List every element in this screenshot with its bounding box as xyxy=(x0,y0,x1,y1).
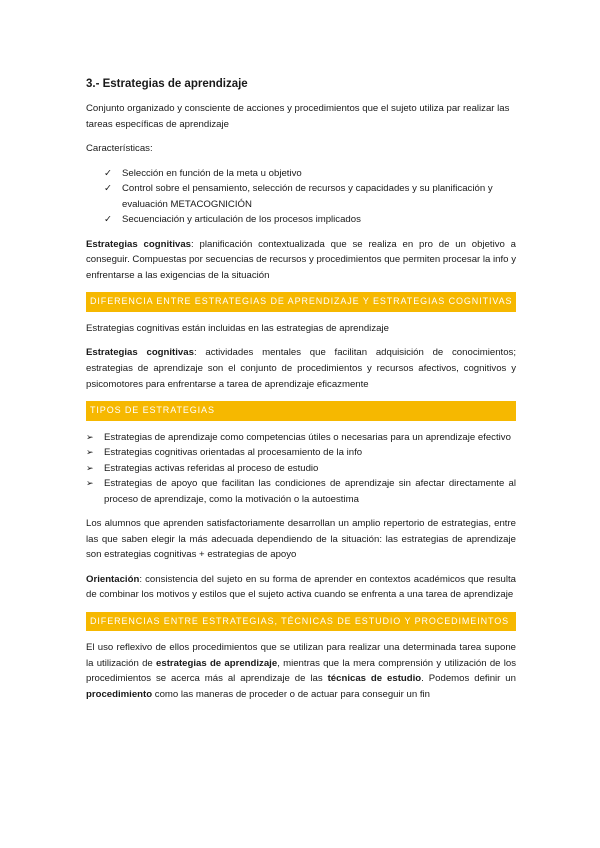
list-item: ✓ Selección en función de la meta u objetivo xyxy=(86,166,516,182)
list-item: ✓ Secuenciación y articulación de los procesos implicados xyxy=(86,212,516,228)
list-item: ➢ Estrategias de aprendizaje como competencias útiles o necesarias para un aprendizaje efectivo xyxy=(86,431,511,443)
strategy-types-list xyxy=(86,430,516,508)
list-item: ➢ Estrategias activas referidas al proceso de estudio xyxy=(86,462,319,474)
section-title: 3.- Estrategias de aprendizaje xyxy=(86,78,248,90)
cognitive-strategies-paragraph: Estrategias cognitivas: planificación contextualizada que se realiza en pro de un objetivo a conseguir. Compuestas por secuencias de recursos y procedimientos que permiten procesar la info y enfrentarse a las exigencias de la situación xyxy=(86,238,516,281)
intro-paragraph: Conjunto organizado y consciente de acciones y procedimientos que el sujeto utiliza par realizar las tareas específicas de aprendizaje xyxy=(86,103,510,130)
characteristics-list xyxy=(86,166,516,228)
difference-paragraph-2: Estrategias cognitivas: actividades mentales que facilitan adquisición de conocimientos; estrategias de aprendizaje son el conjunto de procedimientos y recursos afectivos, cognitivos y psicomotores para enfrentarse a tarea de aprendizaje eficazmente xyxy=(86,347,516,390)
document-content xyxy=(86,76,516,711)
checkmark-icon: ✓ xyxy=(104,183,112,195)
list-item: ✓ Control sobre el pensamiento, selección de recursos y capacidades y su planificación y evaluación METACOGNICIÓN xyxy=(104,183,493,210)
characteristics-label: Características: xyxy=(86,143,153,155)
arrow-bullet-icon: ➢ xyxy=(86,462,94,473)
orientation-paragraph: Orientación: consistencia del sujeto en su forma de aprender en contextos académicos que resulta de combinar los motivos y estilos que el sujeto activa cuando se enfrenta a una tarea de aprendizaje xyxy=(86,573,516,601)
arrow-bullet-icon: ➢ xyxy=(86,431,94,442)
checkmark-icon: ✓ xyxy=(104,214,112,226)
section-banner-types: TIPOS DE ESTRATEGIAS xyxy=(86,401,516,421)
section-banner-differences: DIFERENCIAS ENTRE ESTRATEGIAS, TÉCNICAS DE ESTUDIO Y PROCEDIMEINTOS xyxy=(86,612,516,632)
list-item: ➢ Estrategias de apoyo que facilitan las condiciones de aprendizaje sin afectar directamente al proceso de aprendizaje, como la motivación o la autoestima xyxy=(86,478,516,505)
section-banner-difference: DIFERENCIA ENTRE ESTRATEGIAS DE APRENDIZAJE Y ESTRATEGIAS COGNITIVAS xyxy=(86,292,516,312)
arrow-bullet-icon: ➢ xyxy=(86,447,94,458)
difference-paragraph-1: Estrategias cognitivas están incluidas en las estrategias de aprendizaje xyxy=(86,322,389,334)
students-paragraph: Los alumnos que aprenden satisfactoriamente desarrollan un amplio repertorio de estrategias, entre las que saben elegir la más adecuada dependiendo de la situación: las estrategias de aprendizaje son estrategias cognitivas + estrategias de apoyo xyxy=(86,518,516,561)
techniques-paragraph: El uso reflexivo de ellos procedimientos que se utilizan para realizar una determinada tarea supone la utilización de estrategias de aprendizaje, mientras que la mera comprensión y utilización de los procedimientos se acerca más al aprendizaje de las técnicas de estudio. Podemos definir un procedimiento como las maneras de proceder o de actuar para conseguir un fin xyxy=(86,642,517,700)
checkmark-icon: ✓ xyxy=(104,167,112,179)
list-item: ➢ Estrategias cognitivas orientadas al procesamiento de la info xyxy=(86,447,363,459)
arrow-bullet-icon: ➢ xyxy=(86,478,94,489)
